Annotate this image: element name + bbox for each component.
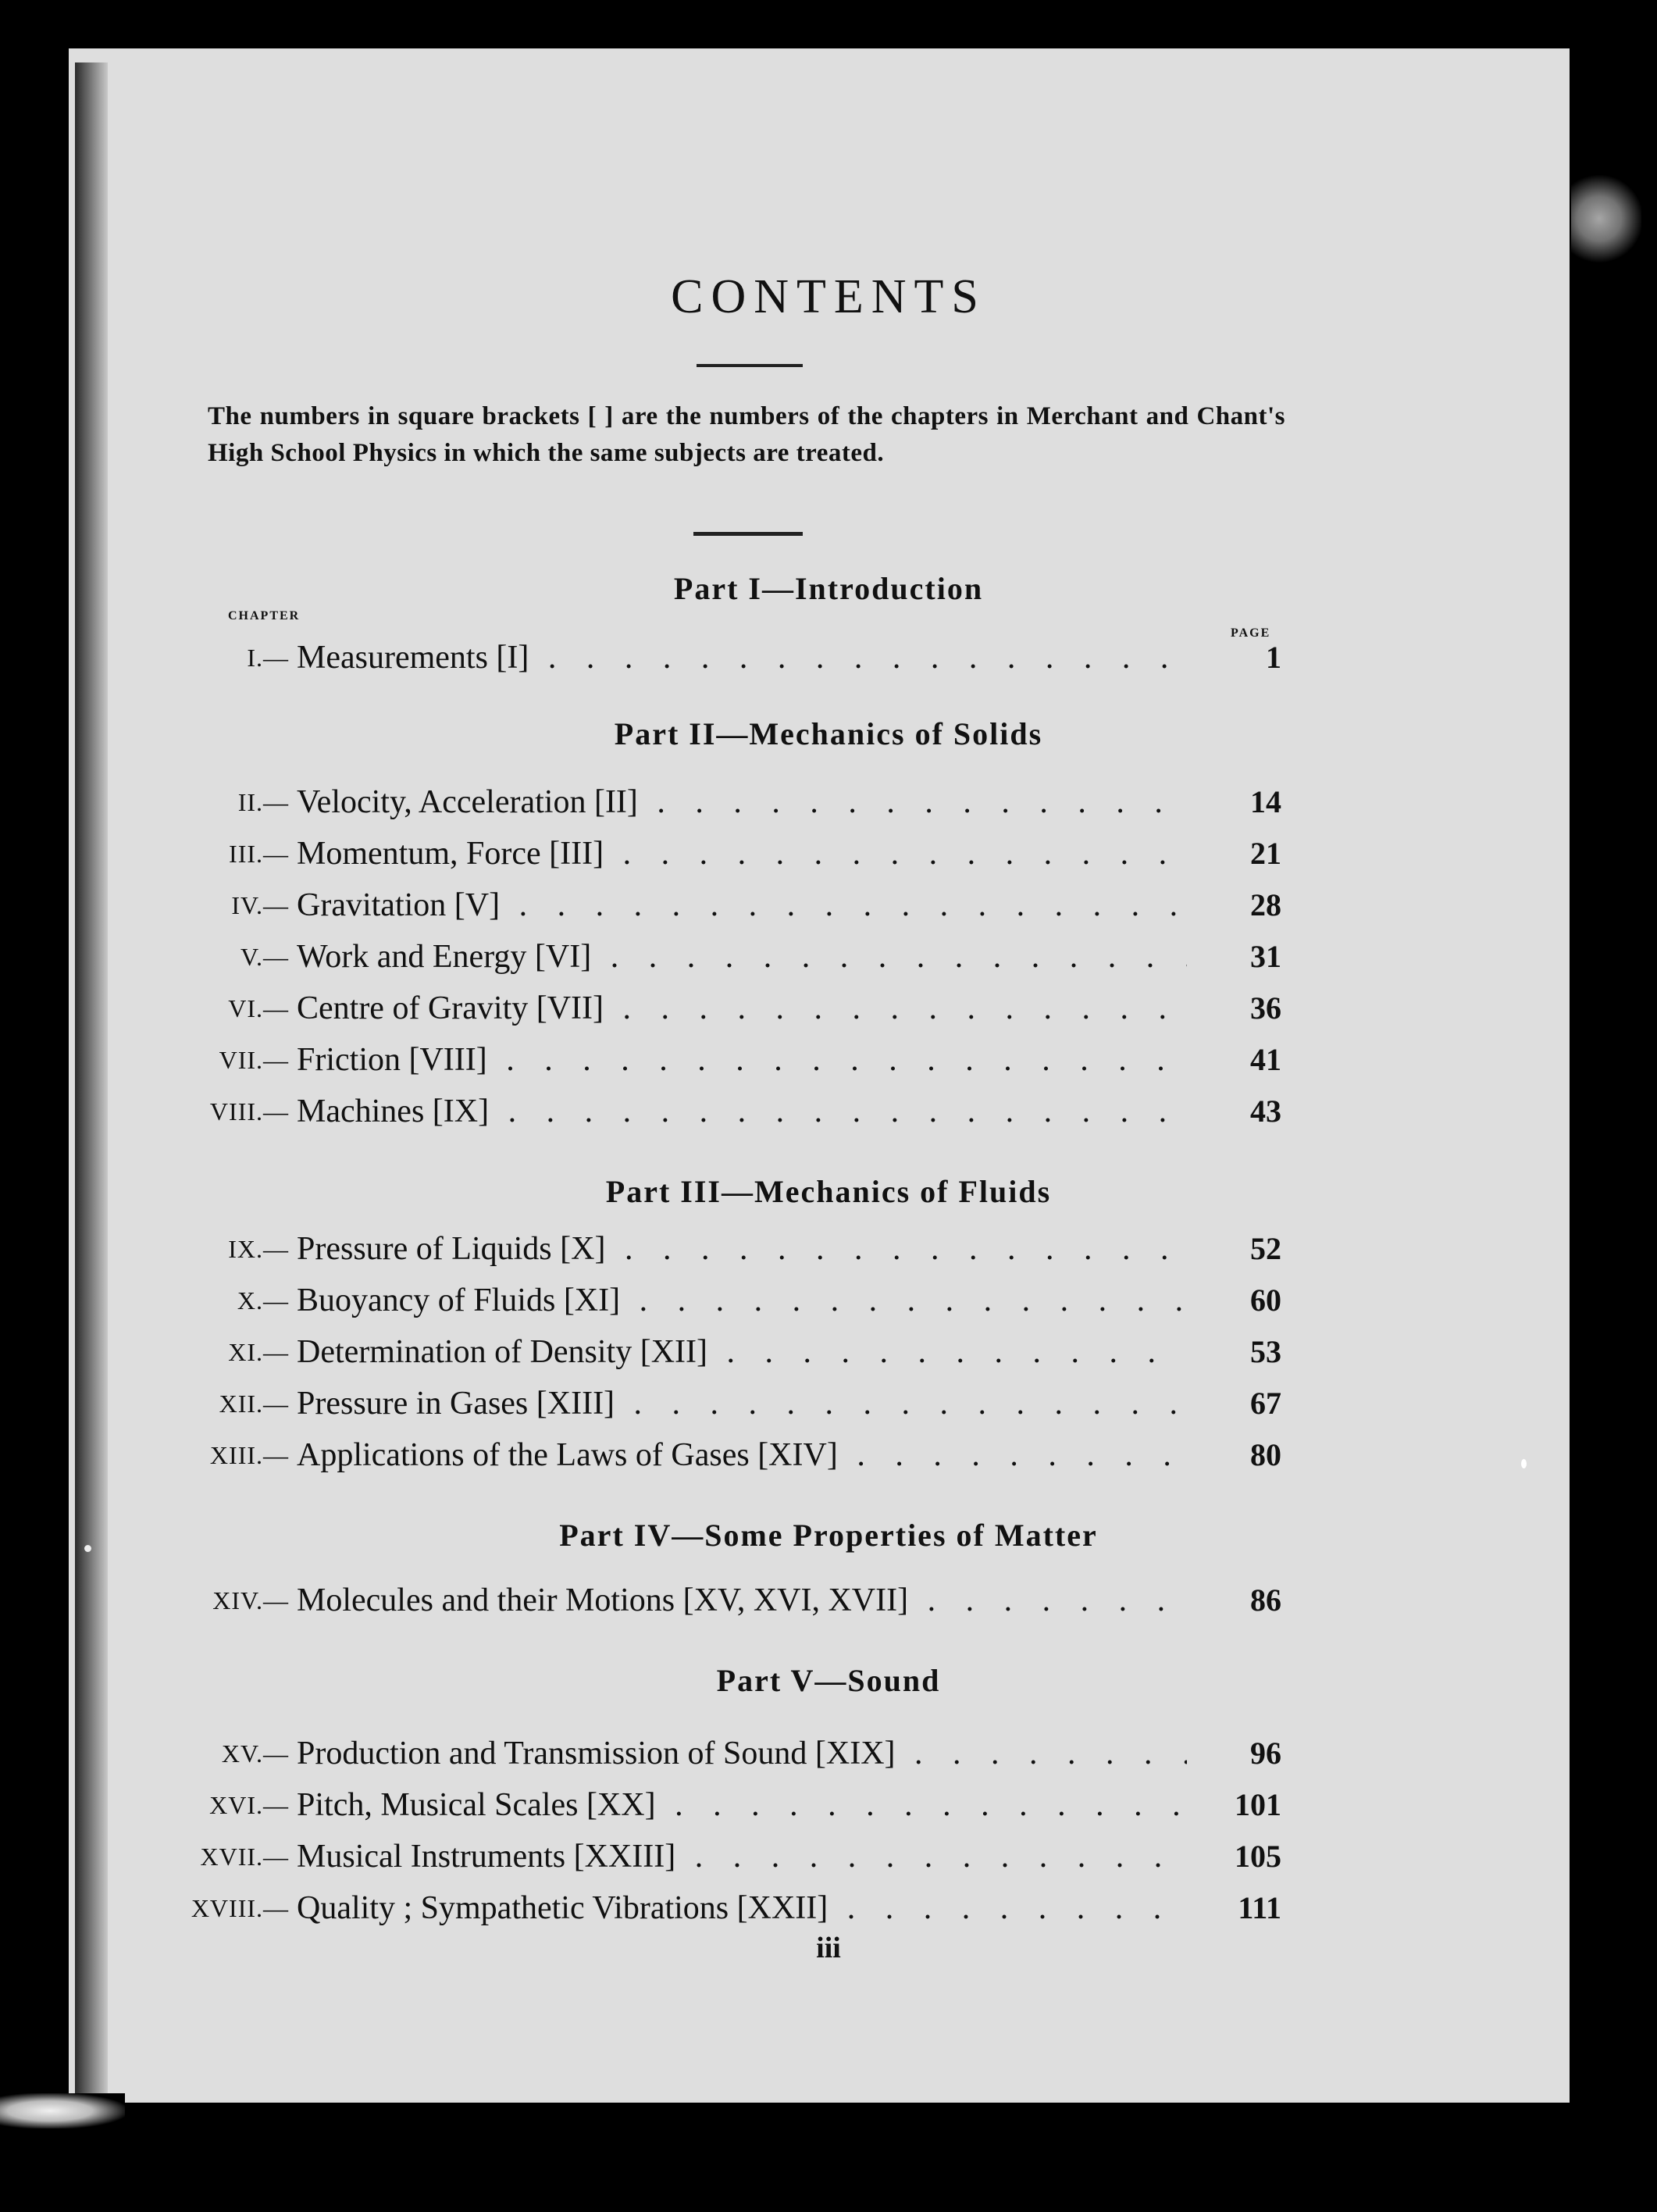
chapter-title: Momentum, Force [III] . . . xyxy=(297,833,1187,875)
chapter-number: XIII.— xyxy=(209,1441,289,1469)
chapter-title: Velocity, Acceleration [II] . . . xyxy=(297,781,1187,823)
chapter-title: Measurements [I] . . . xyxy=(297,637,1187,679)
chapter-column-header: CHAPTER xyxy=(228,609,301,623)
toc-entry xyxy=(0,936,1281,978)
page-ref: 105 xyxy=(1235,1839,1281,1874)
chapter-number: III.— xyxy=(229,840,289,868)
chapter-title: Musical Instruments [XXIII] . . . xyxy=(297,1836,1187,1878)
chapter-title: Quality ; Sympathetic Vibrations [XXII] . . . xyxy=(297,1887,1187,1929)
page-ref: 111 xyxy=(1238,1890,1281,1925)
page-ref: 60 xyxy=(1250,1283,1281,1318)
chapter-number: VI.— xyxy=(228,994,289,1022)
part-heading: Part II—Mechanics of Solids xyxy=(614,716,1043,751)
section-rule xyxy=(693,532,803,536)
toc-entry xyxy=(0,1784,1281,1826)
chapter-number: XVIII.— xyxy=(191,1894,289,1922)
chapter-number: I.— xyxy=(247,644,289,672)
page-title: CONTENTS xyxy=(671,270,986,323)
chapter-title: Work and Energy [VI] . . . xyxy=(297,936,1187,978)
chapter-number: XII.— xyxy=(219,1390,289,1418)
page-ref: 86 xyxy=(1250,1582,1281,1618)
chapter-title: Production and Transmission of Sound [XIX] . . . xyxy=(297,1732,1187,1775)
toc-entry xyxy=(0,1579,1281,1622)
chapter-number: XV.— xyxy=(221,1739,289,1768)
chapter-number: XVI.— xyxy=(209,1791,289,1819)
page-ref: 52 xyxy=(1250,1231,1281,1266)
toc-entry xyxy=(0,781,1281,823)
chapter-title: Friction [VIII] . . . xyxy=(297,1039,1187,1081)
toc-entry xyxy=(0,1279,1281,1322)
chapter-title: Machines [IX] . . . xyxy=(297,1090,1187,1133)
title-rule xyxy=(697,364,803,367)
toc-entry xyxy=(0,1039,1281,1081)
chapter-title: Centre of Gravity [VII] . . . xyxy=(297,987,1187,1029)
page-ref: 1 xyxy=(1266,640,1281,675)
toc-entry xyxy=(0,1090,1281,1133)
chapter-number: XI.— xyxy=(228,1338,289,1366)
part-heading: Part III—Mechanics of Fluids xyxy=(605,1174,1052,1209)
page-ref: 67 xyxy=(1250,1386,1281,1421)
page-ref: 28 xyxy=(1250,887,1281,922)
chapter-title: Pressure in Gases [XIII] . . . xyxy=(297,1382,1187,1425)
chapter-number: VII.— xyxy=(219,1046,289,1074)
scan-artifact-bottom xyxy=(0,2093,125,2128)
chapter-number: XIV.— xyxy=(212,1586,289,1614)
page-column-header: PAGE xyxy=(1231,626,1271,640)
toc-entry xyxy=(0,1434,1281,1476)
page-ref: 21 xyxy=(1250,836,1281,871)
page-ref: 80 xyxy=(1250,1437,1281,1472)
chapter-title: Pressure of Liquids [X] . . . xyxy=(297,1228,1187,1270)
toc-entry xyxy=(0,1382,1281,1425)
page-ref: 31 xyxy=(1250,939,1281,974)
chapter-number: IX.— xyxy=(228,1235,289,1263)
page-ref: 36 xyxy=(1250,990,1281,1026)
toc-entry xyxy=(0,1836,1281,1878)
toc-entry xyxy=(0,833,1281,875)
toc-entry xyxy=(0,1732,1281,1775)
margin-mark xyxy=(1521,1459,1527,1468)
toc-entry xyxy=(0,884,1281,926)
part-heading: Part V—Sound xyxy=(716,1663,941,1698)
chapter-title: Gravitation [V] . . . xyxy=(297,884,1187,926)
scan-artifact xyxy=(1571,172,1641,266)
chapter-number: X.— xyxy=(237,1286,289,1315)
chapter-number: IV.— xyxy=(231,891,289,919)
intro-note: The numbers in square brackets [ ] are the numbers of the chapters in Merchant and Chant's High School Physics in which the same subjects are treated. xyxy=(208,402,1285,467)
toc-entry xyxy=(0,1228,1281,1270)
page-ref: 41 xyxy=(1250,1042,1281,1077)
page-ref: 101 xyxy=(1235,1787,1281,1822)
page-ref: 53 xyxy=(1250,1334,1281,1369)
chapter-number: II.— xyxy=(237,788,289,816)
chapter-number: VIII.— xyxy=(209,1097,289,1126)
chapter-title: Determination of Density [XII] . . . xyxy=(297,1331,1187,1373)
page-ref: 96 xyxy=(1250,1736,1281,1771)
part-heading: Part IV—Some Properties of Matter xyxy=(559,1518,1098,1553)
page-number: iii xyxy=(816,1932,841,1964)
toc-entry xyxy=(0,637,1281,679)
page-ref: 43 xyxy=(1250,1094,1281,1129)
chapter-title: Molecules and their Motions [XV, XVI, XVII] . . . xyxy=(297,1579,1187,1622)
toc-entry xyxy=(0,1331,1281,1373)
chapter-number: XVII.— xyxy=(200,1843,289,1871)
toc-entry xyxy=(0,987,1281,1029)
chapter-title: Pitch, Musical Scales [XX] . . . xyxy=(297,1784,1187,1826)
page-ref: 14 xyxy=(1250,784,1281,819)
chapter-title: Applications of the Laws of Gases [XIV] . . . xyxy=(297,1434,1187,1476)
chapter-title: Buoyancy of Fluids [XI] . . . xyxy=(297,1279,1187,1322)
chapter-number: V.— xyxy=(241,943,289,971)
toc-entry xyxy=(0,1887,1281,1929)
part-heading: Part I—Introduction xyxy=(673,571,984,606)
